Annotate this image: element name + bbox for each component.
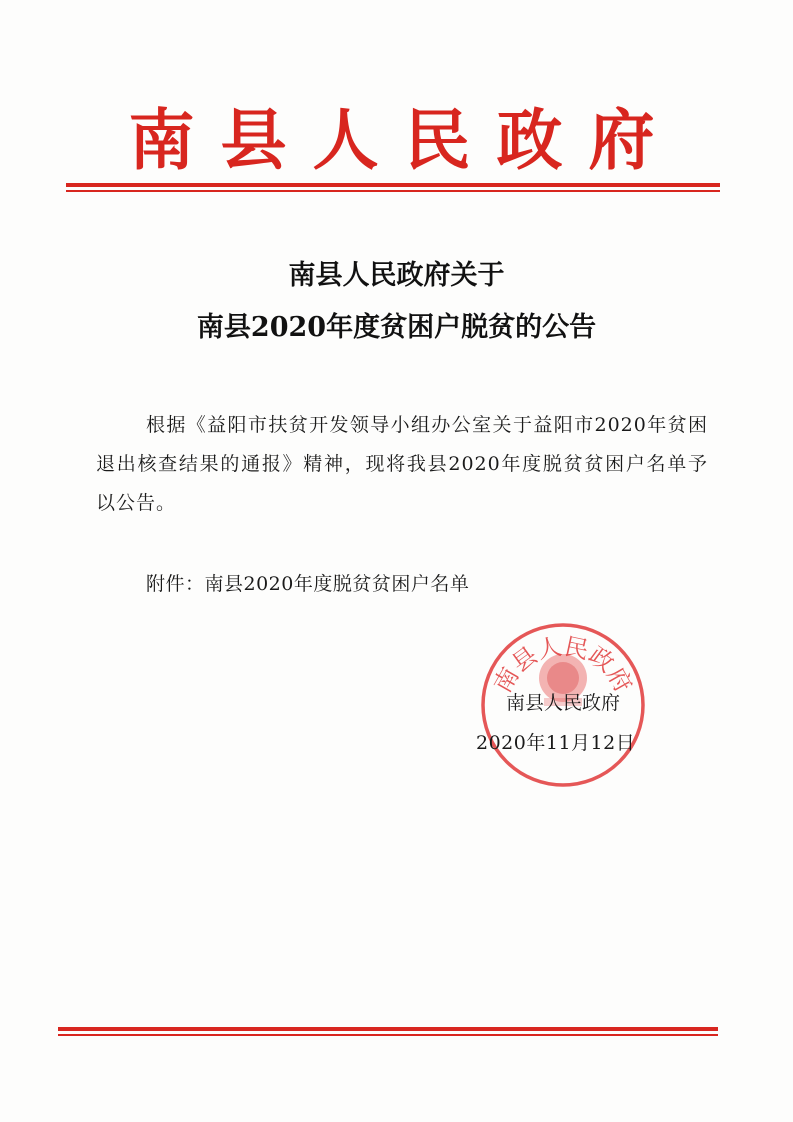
- letterhead-title: 南县人民政府: [128, 101, 681, 179]
- seal-text: 南县人民政府: [488, 632, 638, 698]
- document-body: 根据《益阳市扶贫开发领导小组办公室关于益阳市2020年贫困退出核查结果的通报》精神，现将我县2020年度脱贫贫困户名单予以公告。: [96, 414, 708, 514]
- attachment-line: 附件：南县2020年度脱贫贫困户名单: [146, 573, 470, 595]
- document-title-line2: 南县2020年度贫困户脱贫的公告: [196, 312, 597, 343]
- letterhead-rule-thin: [66, 190, 720, 192]
- signature-date: 2020年11月12日: [476, 732, 636, 754]
- footer-rule-thin: [58, 1034, 718, 1036]
- signature-organization: 南县人民政府: [506, 692, 621, 714]
- letterhead-rule-thick: [66, 183, 720, 187]
- document-title-line1: 南县人民政府关于: [288, 260, 505, 291]
- footer-rule-thick: [58, 1027, 718, 1031]
